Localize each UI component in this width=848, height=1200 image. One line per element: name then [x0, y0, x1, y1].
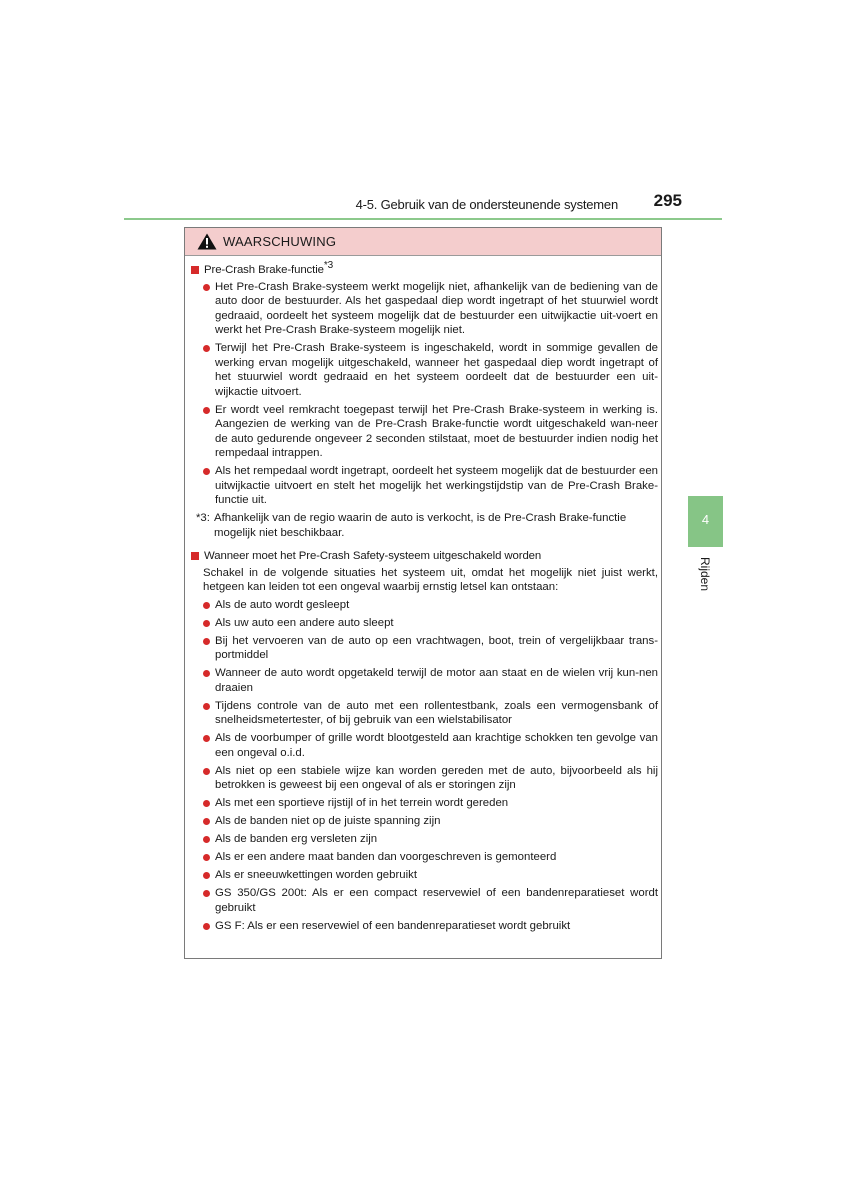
red-dot-bullet-icon	[203, 620, 210, 627]
red-dot-bullet-icon	[203, 407, 210, 414]
warning-header	[185, 228, 661, 256]
list-item	[202, 832, 658, 847]
list-item-text: GS 350/GS 200t: Als er een compact reservewiel of een bandenreparatieset wordt gebruikt	[215, 887, 658, 914]
list-item-text: Als niet op een stabiele wijze kan worden gereden met de auto, bijvoorbeeld als hij betrokken is geweest bij een ongeval of als er storingen zijn	[215, 764, 658, 791]
list-item	[202, 464, 658, 508]
red-dot-bullet-icon	[203, 670, 210, 677]
list-item-text: Het Pre-Crash Brake-systeem werkt mogelijk niet, afhankelijk van de bediening van de auto door de bestuurder. Als het gaspedaal diep wordt ingetrapt of het stuurwiel wordt gedraaid, oordeelt het systeem mogelijk dat de bestuurder een uitwijkactie uit-voert en werkt het Pre-Crash Brake-systeem mogelijk niet.	[215, 280, 658, 336]
list-item	[202, 280, 658, 338]
red-dot-bullet-icon	[203, 768, 210, 775]
section-title: 4-5. Gebruik van de ondersteunende systemen	[355, 197, 618, 212]
chapter-number: 4	[701, 512, 710, 527]
red-dot-bullet-icon	[203, 800, 210, 807]
list-item	[202, 919, 658, 934]
list-item-text: Als de banden erg versleten zijn	[215, 833, 378, 845]
page-header	[124, 190, 722, 220]
list-item-text: Als de banden niet op de juiste spanning zijn	[215, 815, 441, 827]
warning-box	[184, 227, 662, 959]
section-intro: Schakel in de volgende situaties het systeem uit, omdat het mogelijk niet juist werkt, hetgeen kan leiden tot een ongeval waarbij ernstig letsel kan ontstaan:	[203, 566, 658, 593]
red-dot-bullet-icon	[203, 890, 210, 897]
footnote-mark: *3:	[196, 512, 210, 524]
list-item	[202, 699, 658, 728]
red-dot-bullet-icon	[203, 836, 210, 843]
footnote	[196, 511, 658, 540]
list-item-text: Als de auto wordt gesleept	[215, 598, 350, 611]
list-item	[202, 850, 658, 865]
red-dot-bullet-icon	[203, 872, 210, 879]
red-square-bullet-icon	[191, 552, 199, 560]
red-dot-bullet-icon	[203, 468, 210, 475]
red-dot-bullet-icon	[203, 735, 210, 742]
list-item	[202, 796, 658, 811]
section-heading	[190, 549, 658, 564]
list-item	[202, 634, 658, 663]
list-item	[202, 814, 658, 829]
red-dot-bullet-icon	[203, 602, 210, 609]
red-dot-bullet-icon	[203, 345, 210, 352]
list-item-text: Er wordt veel remkracht toegepast terwijl het Pre-Crash Brake-systeem in werking is. Aangezien de werking van de Pre-Crash Brake-functie wordt uitgeschakeld wan-neer de auto gedurende ongeveer 2 seconden stilstaat, moet de bestuurder indien nodig het rempedaal intrappen.	[215, 403, 658, 459]
section-heading-text: Pre-Crash Brake-functie	[204, 264, 324, 276]
list-item-text: Als uw auto een andere auto sleept	[215, 616, 394, 629]
list-item	[202, 731, 658, 760]
list-item-text: Als het rempedaal wordt ingetrapt, oordeelt het systeem mogelijk dat de bestuurder een uitwijkactie uitvoert en stelt het mogelijk het werkingstijdstip van de Pre-Crash Brake-functie uit.	[215, 465, 658, 506]
red-dot-bullet-icon	[203, 854, 210, 861]
red-dot-bullet-icon	[203, 923, 210, 930]
list-item	[202, 764, 658, 793]
list-item	[202, 616, 658, 631]
chapter-label-container	[688, 555, 723, 595]
section-heading	[190, 260, 658, 278]
red-square-bullet-icon	[191, 266, 199, 274]
warning-content	[190, 260, 658, 937]
list-item-text: Als er een andere maat banden dan voorgeschreven is gemonteerd	[215, 851, 557, 863]
list-item-text: Als er sneeuwkettingen worden gebruikt	[215, 869, 417, 881]
red-dot-bullet-icon	[203, 703, 210, 710]
red-dot-bullet-icon	[203, 284, 210, 291]
list-item	[202, 868, 658, 883]
page-number: 295	[653, 191, 682, 210]
list-item	[202, 403, 658, 461]
list-item-text: Bij het vervoeren van de auto op een vrachtwagen, boot, trein of vergelijkbaar trans-portmiddel	[215, 634, 658, 661]
section-heading-text: Wanneer moet het Pre-Crash Safety-systeem uitgeschakeld worden	[204, 550, 542, 562]
list-item-text: GS F: Als er een reservewiel of een bandenreparatieset wordt gebruikt	[215, 919, 571, 932]
list-item-text: Tijdens controle van de auto met een rollentestbank, zoals een vermogensbank of snelheidsmetertester, of bij gebruik van een wielstabilisator	[215, 699, 658, 726]
chapter-tab	[688, 496, 723, 547]
warning-title: WAARSCHUWING	[223, 234, 337, 249]
red-dot-bullet-icon	[203, 638, 210, 645]
footnote-ref: *3	[323, 260, 334, 272]
footnote-text: Afhankelijk van de regio waarin de auto is verkocht, is de Pre-Crash Brake-functie mogelijk niet beschikbaar.	[214, 512, 627, 539]
list-item-text: Als de voorbumper of grille wordt blootgesteld aan krachtige schokken ten gevolge van een ongeval o.i.d.	[215, 732, 658, 759]
list-item-text: Terwijl het Pre-Crash Brake-systeem is ingeschakeld, wordt in sommige gevallen de werking ervan mogelijk uitgeschakeld, wanneer het gaspedaal diep wordt ingetrapt of het stuurwiel wordt gedraaid en het systeem oordeelt dat de bestuurder een uit-wijkactie uitvoert.	[215, 342, 658, 398]
red-dot-bullet-icon	[203, 818, 210, 825]
list-item-text: Wanneer de auto wordt opgetakeld terwijl de motor aan staat en de wielen vrij kun-nen draaien	[215, 667, 658, 694]
list-item	[202, 666, 658, 695]
list-item	[202, 886, 658, 915]
warning-triangle-icon	[197, 233, 217, 250]
list-item	[202, 598, 658, 613]
chapter-label: Rijden	[698, 556, 713, 592]
list-item	[202, 341, 658, 399]
list-item-text: Als met een sportieve rijstijl of in het terrein wordt gereden	[215, 797, 509, 809]
